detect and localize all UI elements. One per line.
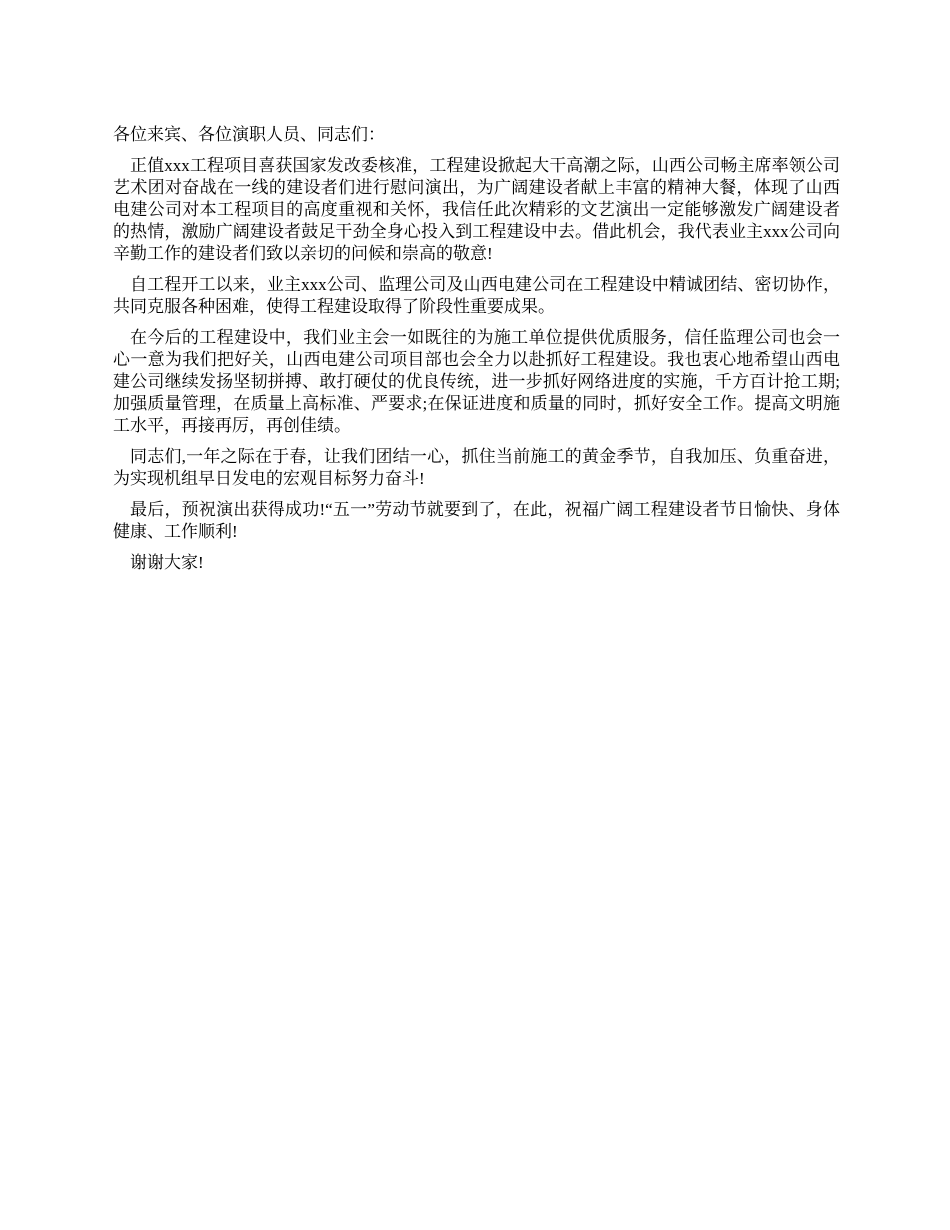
salutation: 各位来宾、各位演职人员、同志们： [113,125,385,144]
paragraph-encouragement: 同志们,一年之际在于春，让我们团结一心，抓住当前施工的黄金季节，自我加压、负重奋进，为实现机组早日发电的宏观目标努力奋斗! [113,447,840,488]
paragraph-wishes: 最后，预祝演出获得成功!“五一”劳动节就要到了，在此，祝福广阔工程建设者节日愉快、身体健康、工作顺利! [113,500,840,541]
paragraph-progress: 自工程开工以来，业主xxx公司、监理公司及山西电建公司在工程建设中精诚团结、密切协作，共同克服各种困难，使得工程建设取得了阶段性重要成果。 [113,275,840,316]
paragraph-future-work: 在今后的工程建设中，我们业主会一如既往的为施工单位提供优质服务，信任监理公司也会一心一意为我们把好关，山西电建公司项目部也会全力以赴抓好工程建设。我也衷心地希望山西电建公司继续发扬坚韧拼搏、敢打硬仗的优良传统，进一步抓好网络进度的实施，千方百计抢工期;加强质量管理，在质量上高标准、严要求;在保证进度和质量的同时，抓好安全工作。提高文明施工水平，再接再厉，再创佳绩。 [113,328,840,435]
paragraph-thanks: 谢谢大家! [130,553,204,572]
document-body [113,124,840,583]
paragraph-opening: 正值xxx工程项目喜获国家发改委核准，工程建设掀起大干高潮之际，山西公司畅主席率领公司艺术团对奋战在一线的建设者们进行慰问演出，为广阔建设者献上丰富的精神大餐，体现了山西电建公司对本工程项目的高度重视和关怀，我信任此次精彩的文艺演出一定能够激发广阔建设者的热情，激励广阔建设者鼓足干劲全身心投入到工程建设中去。借此机会，我代表业主xxx公司向辛勤工作的建设者们致以亲切的问候和崇高的敬意! [113,156,840,263]
